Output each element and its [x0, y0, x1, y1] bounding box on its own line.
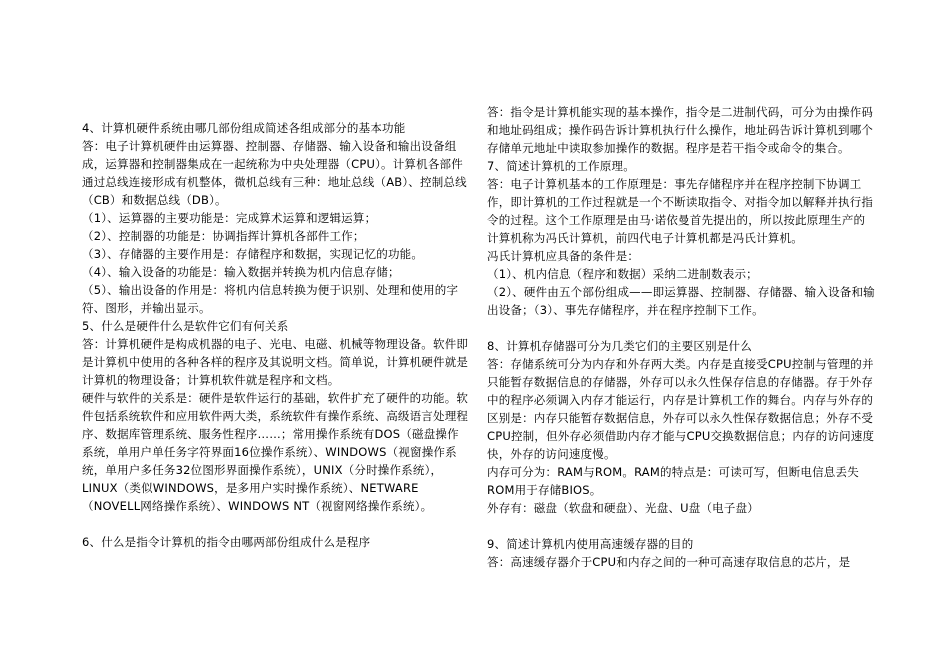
spacer [82, 515, 470, 533]
answer-7-conditions-heading: 冯氏计算机应具备的条件是： [487, 249, 640, 263]
question-6-heading: 6、什么是指令计算机的指令由哪两部份组成什么是程序 [82, 535, 371, 549]
answer-4-item-3: （3）、存储器的主要作用是：存储程序和数据，实现记忆的功能。 [82, 247, 424, 261]
answer-7-condition-1: （1）、机内信息（程序和数据）采纳二进制数表示； [487, 267, 758, 281]
answer-8-internal-memory: 内存可分为：RAM与ROM。RAM的特点是：可读可写，但断电信息丢失ROM用于存储BIOS。 [487, 465, 859, 497]
answer-4-item-5: （5）、输出设备的作用是：将机内信息转换为便于识别、处理和使用的字符、图形，并输出显示。 [82, 283, 459, 315]
answer-9-text: 答：高速缓存器介于CPU和内存之间的一种可高速存取信息的芯片，是 [487, 555, 851, 569]
spacer [487, 319, 875, 337]
question-5-heading: 5、什么是硬件什么是软件它们有何关系 [82, 319, 289, 333]
answer-4-text: 答：电子计算机硬件由运算器、控制器、存储器、输入设备和输出设备组成，运算器和控制器集成在一起统称为中央处理器（CPU）。计算机各部件通过总线连接形成有机整体，微机总线有三种：地址总线（AB）、控制总线（CB）和数据总线（DB）。 [82, 139, 467, 207]
question-7-heading: 7、简述计算机的工作原理。 [487, 159, 635, 173]
answer-7-text: 答：电子计算机基本的工作原理是：事先存储程序并在程序控制下协调工作，即计算机的工作过程就是一个不断读取指令、对指令加以解释并执行指令的过程。这个工作原理是由马·诺依曼首先提出的，所以按此原理生产的计算机称为冯氏计算机，前四代电子计算机都是冯氏计算机。 [487, 177, 874, 245]
answer-6-text: 答：指令是计算机能实现的基本操作，指令是二进制代码，可分为由操作码和地址码组成；操作码告诉计算机执行什么操作，地址码告诉计算机到哪个存储单元地址中读取参加操作的数据。程序是若干指令或命令的集合。 [487, 105, 874, 155]
answer-4-item-4: （4）、输入设备的功能是：输入数据并转换为机内信息存储； [82, 265, 400, 279]
question-4-heading: 4、计算机硬件系统由哪几部份组成简述各组成部分的基本功能 [82, 121, 406, 135]
answer-8-text: 答：存储系统可分为内存和外存两大类。内存是直接受CPU控制与管理的并只能暂存数据信息的存储器，外存可以永久性保存信息的存储器。存于外存中的程序必须调入内存才能运行，内存是计算机工作的舞台。内存与外存的区别是：内存只能暂存数据信息，外存可以永久性保存数据信息；外存不受CPU控制，但外存必须借助内存才能与CPU交换数据信息；内存的访问速度快，外存的访问速度慢。 [487, 357, 875, 461]
answer-4-item-1: （1）、运算器的主要功能是：完成算术运算和逻辑运算； [82, 211, 377, 225]
spacer [487, 517, 875, 535]
answer-7-condition-2-3: （2）、硬件由五个部份组成——即运算器、控制器、存储器、输入设备和输出设备；（3）、事先存储程序，并在程序控制下工作。 [487, 285, 875, 317]
left-column [82, 119, 470, 551]
answer-8-external-memory: 外存有：磁盘（软盘和硬盘）、光盘、U盘（电子盘） [487, 501, 759, 515]
question-9-heading: 9、简述计算机内使用高速缓存器的目的 [487, 537, 694, 551]
answer-5-relation: 硬件与软件的关系是：硬件是软件运行的基础，软件扩充了硬件的功能。软件包括系统软件和应用软件两大类，系统软件有操作系统、高级语言处理程序、数据库管理系统、服务性程序……；常用操作系统有DOS（磁盘操作系统，单用户单任务字符界面16位操作系统）、WINDOWS（视窗操作系统，单用户多任务32位图形界面操作系统），UNIX（分时操作系统），LINUX（类似WINDOWS，是多用户实时操作系统）、NETWARE（NOVELL网络操作系统）、WINDOWS NT（视窗网络操作系统）。 [82, 391, 469, 513]
answer-5-text: 答：计算机硬件是构成机器的电子、光电、电磁、机械等物理设备。软件即是计算机中使用的各种各样的程序及其说明文档。简单说，计算机硬件就是计算机的物理设备；计算机软件就是程序和文档。 [82, 337, 469, 387]
right-column [487, 103, 875, 571]
answer-4-item-2: （2）、控制器的功能是：协调指挥计算机各部件工作； [82, 229, 365, 243]
question-8-heading: 8、计算机存储器可分为几类它们的主要区别是什么 [487, 339, 752, 353]
